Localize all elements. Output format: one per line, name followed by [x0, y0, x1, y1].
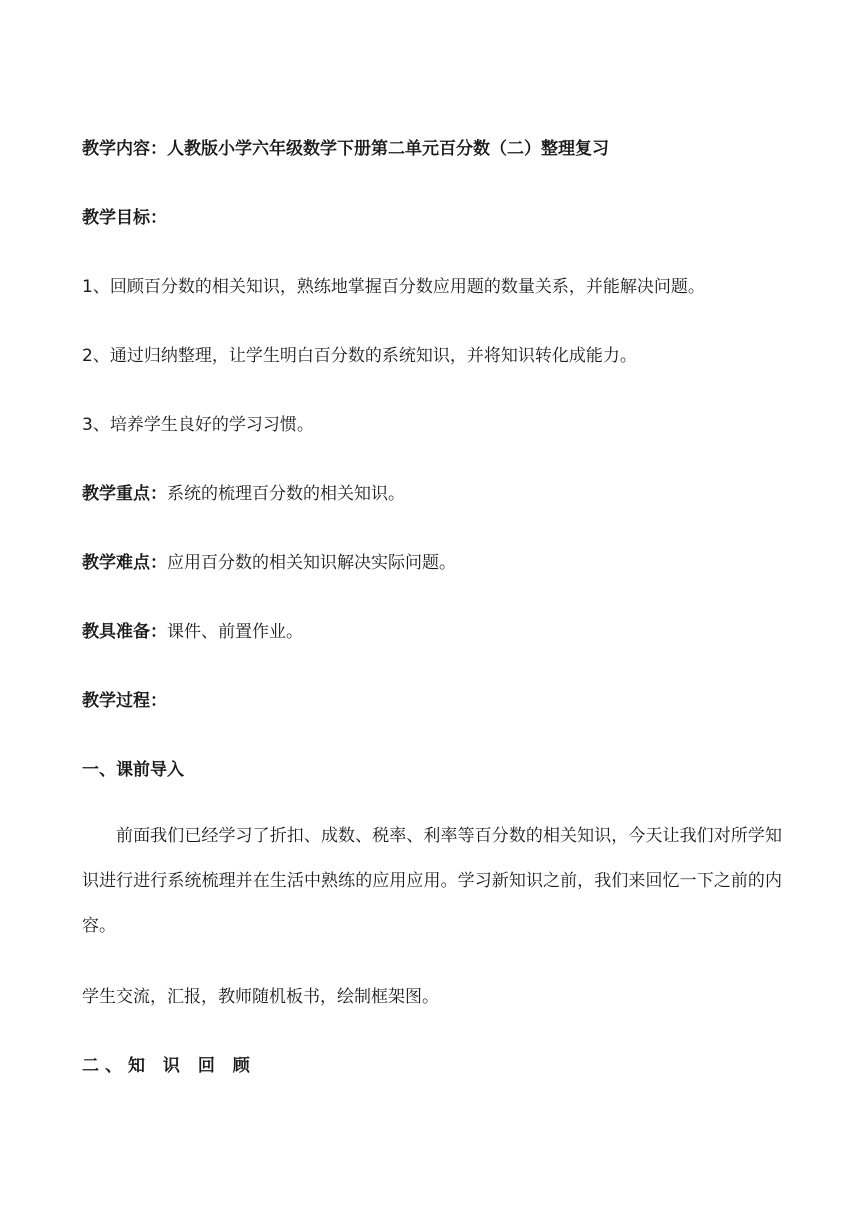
key-point-line — [82, 482, 782, 506]
lesson-content-line — [82, 137, 782, 161]
difficulty-line — [82, 551, 782, 575]
objective-item-3: 3、培养学生良好的学习习惯。 — [82, 415, 314, 435]
section1-heading: 一、课前导入 — [82, 760, 184, 780]
key-point-label: 教学重点： — [82, 484, 167, 504]
tools-line — [82, 620, 782, 644]
objective-item-1: 1、回顾百分数的相关知识，熟练地掌握百分数应用题的数量关系，并能解决问题。 — [82, 277, 705, 297]
tools-label: 教具准备： — [82, 622, 167, 642]
tools-text: 课件、前置作业。 — [167, 622, 303, 642]
difficulty-text: 应用百分数的相关知识解决实际问题。 — [167, 553, 456, 573]
key-point-text: 系统的梳理百分数的相关知识。 — [167, 484, 405, 504]
objectives-heading: 教学目标： — [82, 208, 167, 228]
section2-heading: 二、知 识 回 顾 — [82, 1056, 256, 1076]
objective-item-2: 2、通过归纳整理，让学生明白百分数的系统知识，并将知识转化成能力。 — [82, 346, 637, 366]
section1-paragraph: 前面我们已经学习了折扣、成数、税率、利率等百分数的相关知识，今天让我们对所学知识进行进行系统梳理并在生活中熟练的应用应用。学习新知识之前，我们来回忆一下之前的内容。 — [82, 826, 782, 936]
process-heading: 教学过程： — [82, 691, 167, 711]
section1-followup: 学生交流，汇报，教师随机板书，绘制框架图。 — [82, 987, 439, 1007]
difficulty-label: 教学难点： — [82, 553, 167, 573]
lesson-content-label: 教学内容： — [82, 139, 167, 159]
lesson-content-text: 人教版小学六年级数学下册第二单元百分数（二）整理复习 — [167, 139, 609, 159]
